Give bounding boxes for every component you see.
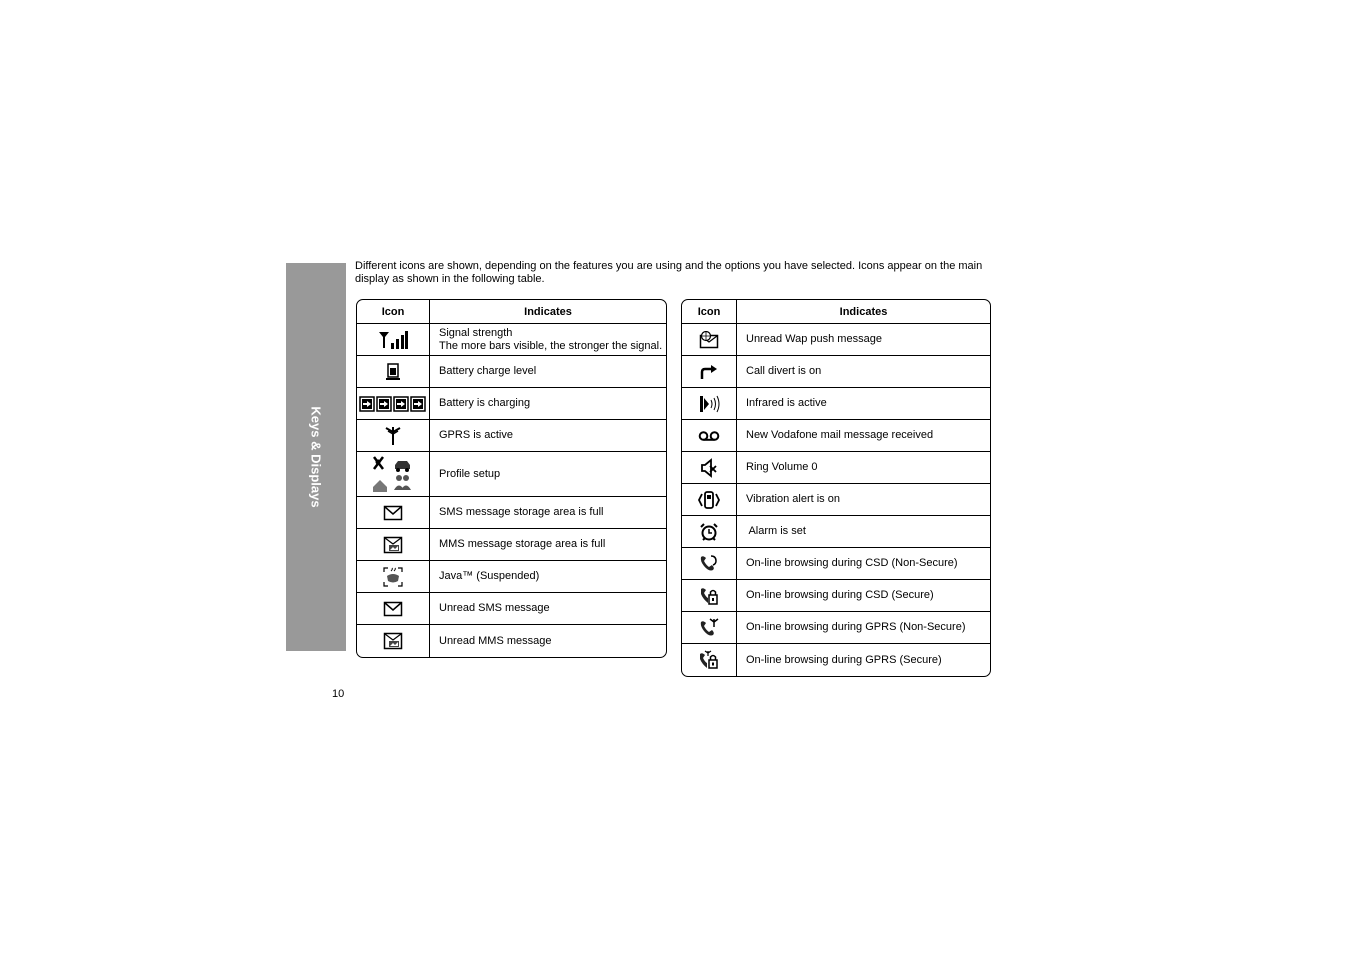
table-row xyxy=(682,516,990,548)
row-text: Profile setup xyxy=(439,467,501,480)
table-row xyxy=(682,484,990,516)
row-text: Alarm is set xyxy=(746,525,806,537)
row-text: Battery charge level xyxy=(439,365,537,377)
table-row xyxy=(357,593,666,625)
side-section-label: Keys & Displays xyxy=(308,406,324,508)
row-text: Vibration alert is on xyxy=(746,493,840,505)
table-row xyxy=(357,497,666,529)
row-text: Infrared is active xyxy=(746,397,827,409)
table-row xyxy=(682,644,990,676)
table-row xyxy=(682,388,990,420)
table-row xyxy=(357,452,666,497)
row-text: On-line browsing during CSD (Secure) xyxy=(746,589,934,601)
table-header-row xyxy=(357,300,666,324)
row-text: New Vodafone mail message received xyxy=(746,429,934,441)
table-row xyxy=(357,529,666,561)
voicemail-icon xyxy=(698,430,720,442)
gprs-secure-browsing-icon xyxy=(699,650,719,670)
speaker-muted-icon xyxy=(700,458,718,478)
icon-column-header: Icon xyxy=(357,300,430,324)
row-text: Unread MMS message xyxy=(439,634,552,647)
signal-strength-icon xyxy=(378,330,408,350)
table-header-row xyxy=(682,300,990,324)
icon-column-header: Icon xyxy=(682,300,737,324)
unread-mms-envelope-icon xyxy=(383,632,403,650)
call-divert-arrow-icon xyxy=(699,364,719,380)
table-row xyxy=(357,420,666,452)
mms-full-envelope-icon xyxy=(383,536,403,554)
row-text: SMS message storage area is full xyxy=(439,506,604,518)
alarm-clock-icon xyxy=(699,522,719,542)
row-text: Unread Wap push message xyxy=(746,333,882,345)
table-row xyxy=(357,561,666,593)
intro-paragraph: Different icons are shown, depending on the features you are using and the options you have selected. Icons appear on the main display as shown in the following table. xyxy=(355,260,983,285)
infrared-icon xyxy=(698,394,720,414)
table-row xyxy=(682,548,990,580)
row-text: Unread SMS message xyxy=(439,602,550,614)
battery-level-icon xyxy=(385,363,401,381)
gprs-browsing-icon xyxy=(699,618,719,638)
row-text: The more bars visible, the stronger the signal. xyxy=(439,339,663,352)
icon-table-left xyxy=(356,299,667,658)
table-row xyxy=(357,356,666,388)
battery-charging-icon xyxy=(359,396,427,412)
table-row xyxy=(357,388,666,420)
table-row xyxy=(682,420,990,452)
vibration-icon xyxy=(697,490,721,510)
indicates-column-header: Indicates xyxy=(737,300,990,324)
wap-push-envelope-icon xyxy=(699,331,719,349)
row-text: GPRS is active xyxy=(439,429,513,441)
csd-browsing-icon xyxy=(699,554,719,574)
side-section-tab xyxy=(286,263,346,651)
row-text: Java™ (Suspended) xyxy=(439,570,540,582)
row-text: Battery is charging xyxy=(439,397,531,409)
unread-sms-envelope-icon xyxy=(383,600,403,618)
row-text: Call divert is on xyxy=(746,365,822,377)
indicates-column-header: Indicates xyxy=(430,300,666,324)
csd-secure-browsing-icon xyxy=(699,586,719,606)
icon-table-right xyxy=(681,299,991,677)
row-text: Signal strength xyxy=(439,326,513,339)
table-row xyxy=(682,452,990,484)
row-text: On-line browsing during GPRS (Non-Secure) xyxy=(746,621,966,633)
row-text: On-line browsing during GPRS (Secure) xyxy=(746,653,942,666)
row-text: Ring Volume 0 xyxy=(746,461,818,473)
table-row xyxy=(682,580,990,612)
table-row xyxy=(357,324,666,356)
table-row xyxy=(682,324,990,356)
gprs-antenna-icon xyxy=(385,426,401,446)
table-row xyxy=(357,625,666,657)
page-number: 10 xyxy=(332,688,345,700)
table-row xyxy=(682,356,990,388)
profile-setup-icon xyxy=(371,455,415,493)
row-text: On-line browsing during CSD (Non-Secure) xyxy=(746,557,958,569)
sms-full-envelope-icon xyxy=(383,504,403,522)
row-text: MMS message storage area is full xyxy=(439,538,606,550)
java-suspended-icon xyxy=(383,567,403,587)
table-row xyxy=(682,612,990,644)
